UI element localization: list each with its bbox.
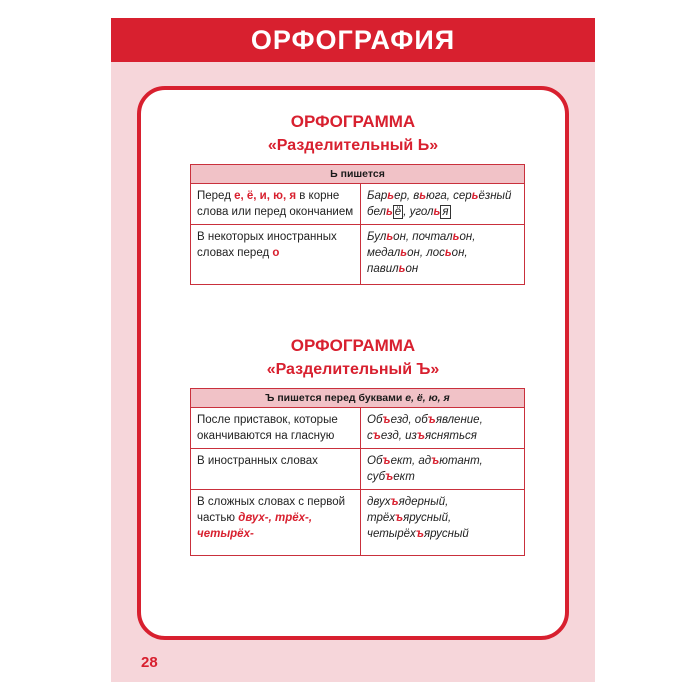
rule-cell: В некоторых иностранных словах перед о	[191, 225, 361, 285]
example-cell: двухъядерный, трёхъярусный, четырёхъярусный	[361, 490, 525, 556]
highlight-letters: е, ё, и, ю, я	[234, 190, 297, 202]
table-row	[191, 184, 525, 225]
section2-subtitle: «Разделительный Ъ»	[266, 361, 440, 378]
table-row	[191, 225, 525, 285]
rule-text: Перед	[197, 190, 235, 202]
rule-text: в корне слова или перед окончанием	[197, 190, 354, 218]
table-row	[191, 449, 525, 490]
example-cell: Объект, адъютант, субъект	[361, 449, 525, 490]
section1-subtitle: «Разделительный Ь»	[267, 137, 439, 154]
table-row	[191, 408, 525, 449]
content-panel	[137, 86, 569, 640]
boxed-letter: ё	[394, 206, 402, 218]
section1-table	[190, 164, 525, 285]
page-header-banner: ОРФОГРАФИЯ	[111, 18, 595, 62]
rule-cell: В сложных словах с первой частью двух-, трёх-, четырёх-	[191, 490, 361, 556]
rule-cell: После приставок, которые оканчиваются на гласную	[191, 408, 361, 449]
book-page	[111, 18, 595, 682]
section2-table-header: Ъ пишется перед буквами е, ё, ю, я	[191, 389, 525, 408]
table-row	[191, 490, 525, 556]
rule-cell	[191, 184, 361, 225]
section1-title: ОРФОГРАММА	[290, 112, 416, 131]
section2-title: ОРФОГРАММА	[290, 336, 416, 355]
example-cell: Барьер, вьюга, серьёзный бель ё , уголь я	[361, 184, 525, 225]
boxed-letter: я	[442, 206, 449, 218]
example-cell: Бульон, почтальон, медальон, лосьон, павильон	[361, 225, 525, 285]
rule-cell: В иностранных словах	[191, 449, 361, 490]
page-number: 28	[141, 654, 158, 671]
example-cell: Объезд, объявление, съезд, изъясняться	[361, 408, 525, 449]
section2-table	[190, 388, 525, 556]
section1-table-header: Ь пишется	[191, 165, 525, 184]
